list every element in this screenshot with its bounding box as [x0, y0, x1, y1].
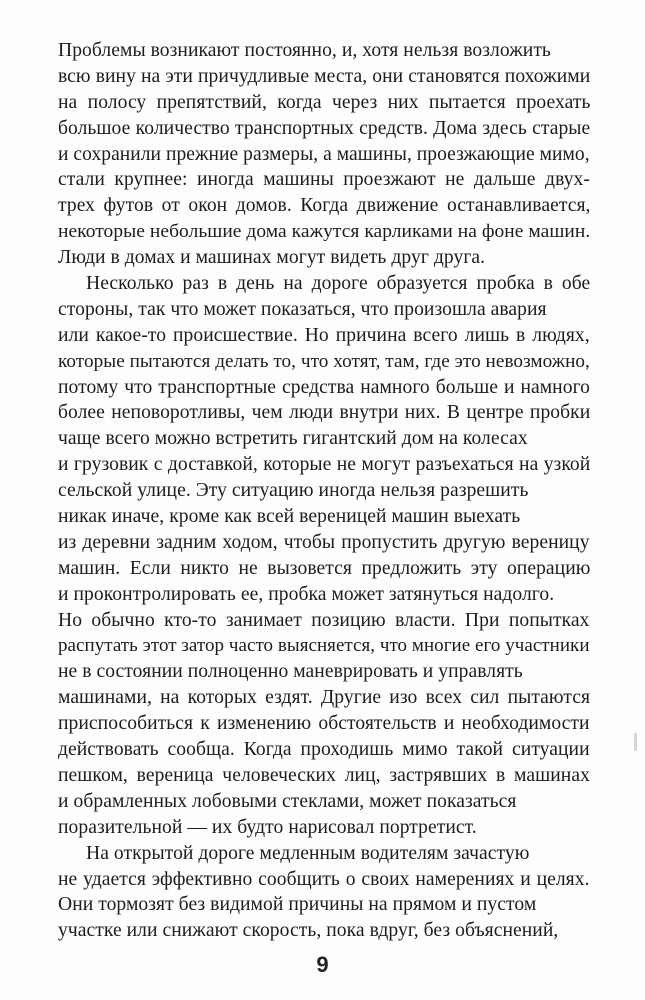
text-line: большое количество транспортных средств. Дома здесь старые: [58, 117, 591, 139]
text-line: действовать сообща. Когда проходишь мимо такой ситуации: [58, 739, 590, 761]
margin-mark: [634, 733, 637, 751]
text-line: Проблемы возникают постоянно, и, хотя нельзя возложить: [58, 40, 551, 61]
page-body-text: [58, 38, 590, 944]
text-line: и проконтролировать ее, пробка может затянуться надолго.: [58, 583, 555, 605]
text-line: не в состоянии полноценно маневрировать и управлять: [58, 661, 523, 683]
text-line: приспособиться к изменению обстоятельств и необходимости: [58, 713, 590, 735]
text-line: Люди в домах и машинах могут видеть друг друга.: [58, 247, 486, 269]
text-line: Они тормозят без видимой причины на прямом и пустом: [58, 894, 537, 916]
text-line: сельской улице. Эту ситуацию иногда нельзя разрешить: [58, 480, 529, 502]
text-line: не удается эффективно сообщить о своих намерениях и целях.: [58, 868, 590, 890]
paragraph: [58, 271, 590, 841]
text-line: машинами, на которых ездят. Другие изо всех сил пытаются: [58, 687, 591, 709]
text-line: или какое-то происшествие. Но причина всего лишь в людях,: [58, 324, 590, 346]
text-line: Несколько раз в день на дороге образуется пробка в обе: [86, 273, 591, 295]
text-line: На открытой дороге медленным водителям зачастую: [86, 842, 530, 864]
text-line: распутать этот затор часто выясняется, что многие его участники: [58, 635, 590, 657]
text-line: машин. Если никто не вызовется предложить эту операцию: [58, 557, 591, 579]
text-line: чаще всего можно встретить гигантский дом на колесах: [58, 428, 528, 450]
text-line: участке или снижают скорость, пока вдруг, без объяснений,: [58, 920, 559, 942]
text-line: никак иначе, кроме как всей вереницей машин выехать: [58, 506, 521, 528]
text-line: потому что транспортные средства намного больше и намного: [58, 376, 591, 398]
text-line: пешком, вереница человеческих лиц, застрявших в машинах: [58, 764, 590, 786]
text-line: поразительной — их будто нарисовал портретист.: [58, 816, 477, 838]
text-line: и грузовик с доставкой, которые не могут разъехаться на узкой: [58, 454, 591, 476]
text-line: которые пытаются делать то, что хотят, там, где это невозможно,: [58, 350, 590, 372]
page-number: 9: [316, 952, 329, 977]
text-line: всю вину на эти причудливые места, они становятся похожими: [58, 65, 591, 87]
text-line: и обрамленных лобовыми стеклами, может показаться: [58, 790, 517, 812]
text-line: стороны, так что может показаться, что произошла авария: [58, 298, 547, 320]
text-line: Но обычно кто-то занимает позицию власти. При попытках: [58, 609, 590, 631]
text-line: трех футов от окон домов. Когда движение останавливается,: [58, 195, 591, 217]
text-line: из деревни задним ходом, чтобы пропустить другую вереницу: [58, 531, 590, 553]
text-line: более неповоротливы, чем люди внутри них. В центре пробки: [58, 402, 591, 424]
text-line: стали крупнее: иногда машины проезжают не дальше двух-: [58, 169, 590, 191]
text-line: и сохранили прежние размеры, а машины, проезжающие мимо,: [58, 143, 590, 165]
text-line: на полосу препятствий, когда через них пытается проехать: [58, 91, 591, 113]
paragraph: [58, 38, 590, 271]
paragraph: [58, 841, 590, 945]
text-line: некоторые небольшие дома кажутся карликами на фоне машин.: [58, 221, 591, 243]
